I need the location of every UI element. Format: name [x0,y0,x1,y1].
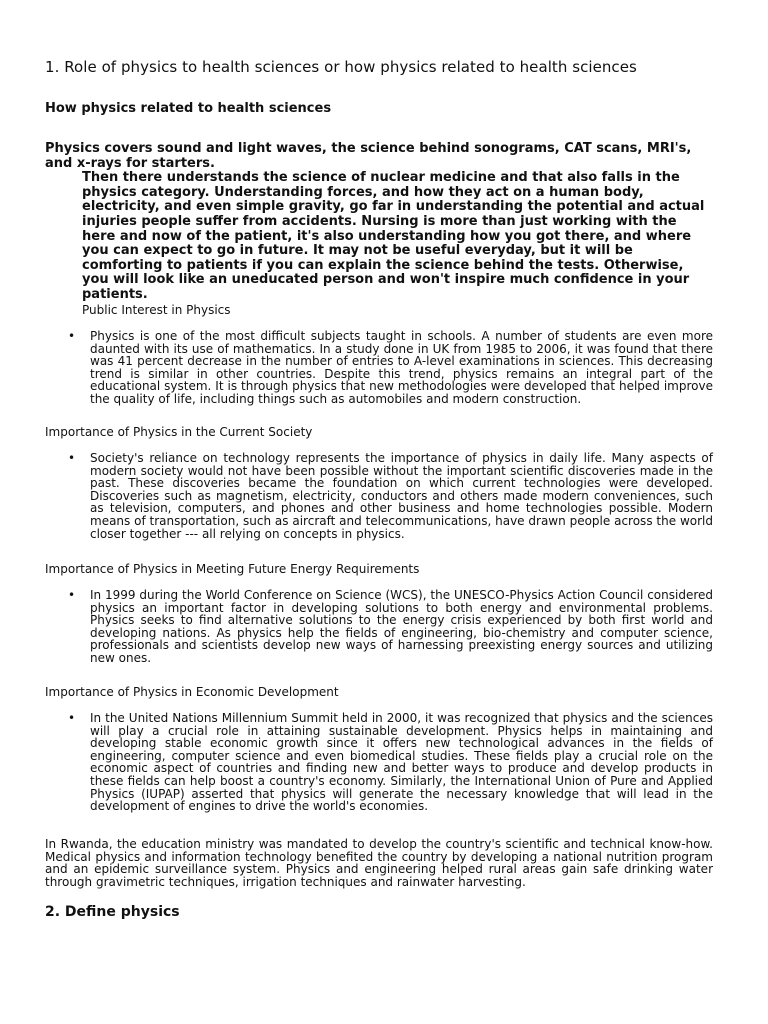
heading-define-physics: 2. Define physics [45,904,180,920]
bullet-icon: • [68,451,76,465]
subheading-how-physics-related: How physics related to health sciences [45,101,332,116]
section-label-public-interest: Public Interest in Physics [82,303,231,317]
bullet-icon: • [68,329,76,343]
intro-first-line: Physics covers sound and light waves, the science behind sonograms, CAT scans, MRI's, and x-rays for starters. [45,141,692,171]
bullet-text: In 1999 during the World Conference on Science (WCS), the UNESCO-Physics Action Council considered physics an important factor in developing solutions to both energy and environmental problems. Physics seeks to find alternative solutions to the energy crisis experienced by both first world and developing nations. As physics help the fields of engineering, bio-chemistry and computer science, professionals and scientists develop new ways of harnessing preexisting energy sources and utilizing new ones. [90,588,713,665]
section-label-economic: Importance of Physics in Economic Development [45,685,339,699]
bullet-text: In the United Nations Millennium Summit held in 2000, it was recognized that physics and the sciences will play a crucial role in attaining sustainable development. Physics helps in maintaining and developing stable economic growth since it offers new technological advances in the fields of engineering, computer science and even biomedical studies. These fields play a crucial role on the economic aspect of countries and finding new and better ways to produce and develop products in these fields can help boost a country's economy. Similarly, the International Union of Pure and Applied Physics (IUPAP) asserted that physics will generate the necessary knowledge that will lead in the development of engines to drive the world's economies. [90,711,713,814]
intro-body: Then there understands the science of nuclear medicine and that also falls in the physics category. Understanding forces, and how they act on a human body, electricity, and even simple gravity, go far in understanding the potential and actual injuries people suffer from accidents. Nursing is more than just working with the here and now of the patient, it's also understanding how you got there, and where you can expect to go in future. It may not be useful everyday, but it will be comforting to patients if you can explain the science behind the tests. Otherwise, you will look like an uneducated person and won't inspire much confidence in your patients. [82,170,705,302]
bullet-public-interest [45,330,713,406]
bullet-current-society [45,452,713,540]
bullet-icon: • [68,588,76,602]
heading-role-of-physics: 1. Role of physics to health sciences or how physics related to health sciences [45,58,637,76]
bullet-text: Society's reliance on technology represents the importance of physics in daily life. Many aspects of modern society would not have been possible without the important scientific discoveries made in the past. These discoveries became the foundation on which current technologies were developed. Discoveries such as magnetism, electricity, conductors and others made modern conveniences, such as television, computers, and phones and other business and home technologies possible. Modern means of transportation, such as aircraft and telecommunications, have drawn people across the world closer together --- all relying on concepts in physics. [90,451,713,541]
bullet-text: Physics is one of the most difficult subjects taught in schools. A number of students are even more daunted with its use of mathematics. In a study done in UK from 1985 to 2006, it was found that there was 41 percent decrease in the number of entries to A-level examinations in sciences. This decreasing trend is similar in other countries. Despite this trend, physics remains an integral part of the educational system. It is through physics that new methodologies were developed that helped improve the quality of life, including things such as automobiles and modern construction. [90,329,713,406]
bullet-economic [45,712,713,813]
intro-paragraph [45,142,713,303]
rwanda-paragraph: In Rwanda, the education ministry was mandated to develop the country's scientific and technical know-how. Medical physics and information technology benefited the country by developing a national nutrition program and an epidemic surveillance system. Physics and engineering helped rural areas gain safe drinking water through gravimetric techniques, irrigation techniques and rainwater harvesting. [45,837,713,889]
bullet-energy [45,589,713,665]
section-label-energy: Importance of Physics in Meeting Future Energy Requirements [45,562,420,576]
bullet-icon: • [68,711,76,725]
section-label-current-society: Importance of Physics in the Current Society [45,425,313,439]
